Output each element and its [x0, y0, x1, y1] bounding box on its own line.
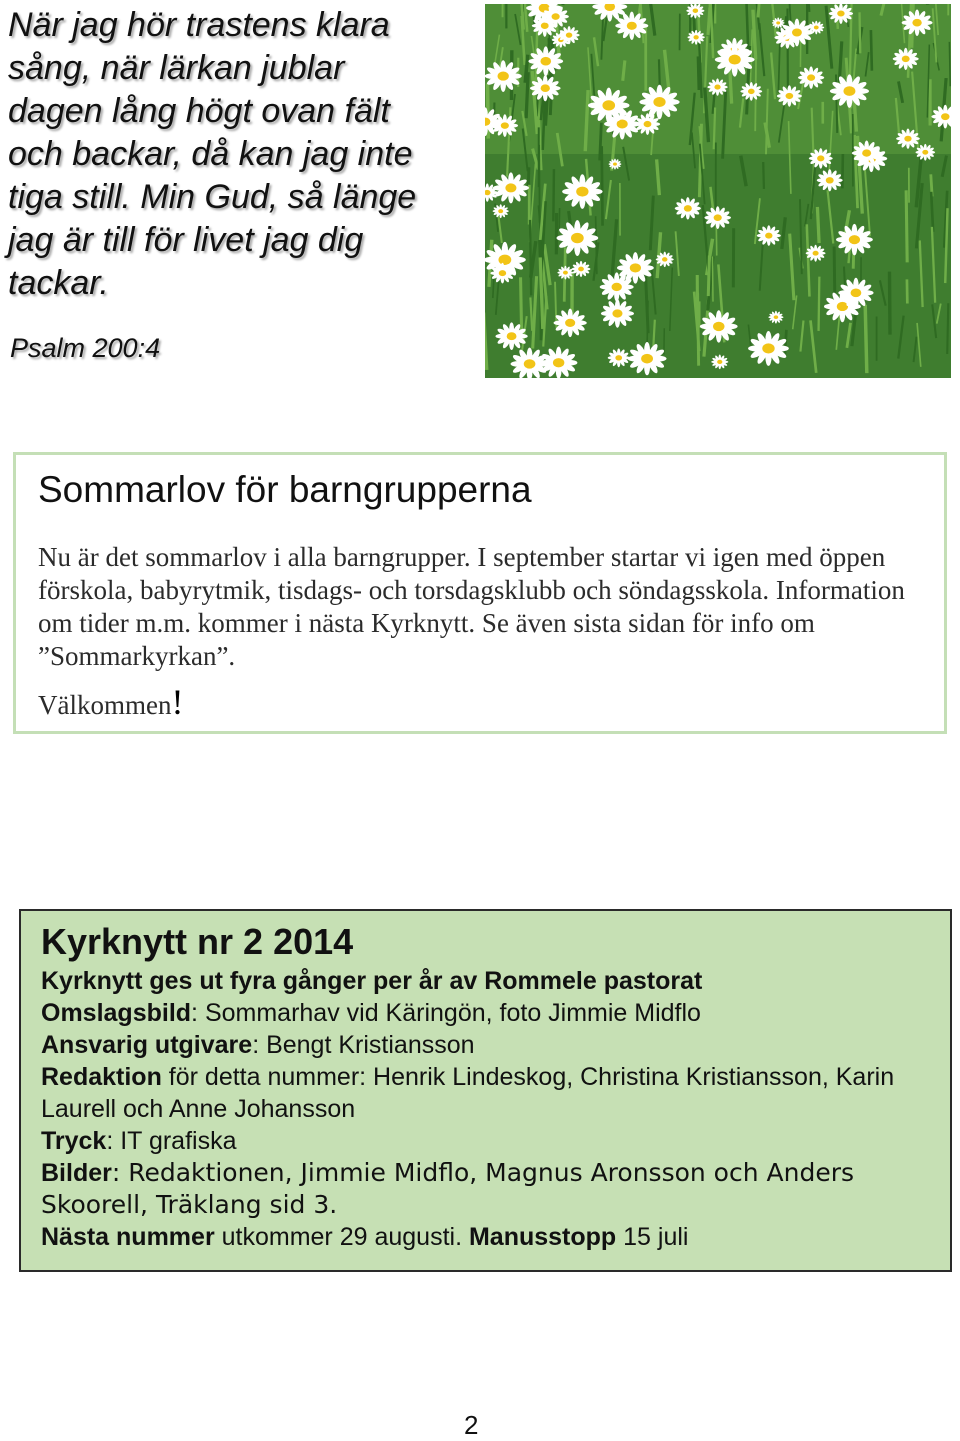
- publisher-value: : Bengt Kristiansson: [252, 1031, 474, 1059]
- psalm-line: dagen lång högt ovan fält: [8, 90, 478, 133]
- issue-title: Kyrknytt nr 2 2014: [41, 921, 353, 963]
- summer-title: Sommarlov för barngrupperna: [38, 469, 532, 511]
- publisher-label: Ansvarig utgivare: [41, 1031, 252, 1059]
- welcome-text: [38, 681, 183, 723]
- photos-line: [41, 1157, 931, 1221]
- next-issue-value: utkommer 29 augusti.: [215, 1223, 469, 1251]
- psalm-line: tiga still. Min Gud, så länge: [8, 176, 478, 219]
- print-line: [41, 1125, 931, 1157]
- summer-body-text: Nu är det sommarlov i alla barngrupper. I september startar vi igen med öppen förskola, babyrytmik, tisdags- och torsdagsklubb och söndagsskola. Information om tider m.m. kommer i nästa Kyrknytt. Se även sista sidan för info om ”Sommarkyrkan”.: [38, 541, 938, 673]
- cover-line: [41, 997, 931, 1029]
- next-issue-line: [41, 1221, 931, 1253]
- next-issue-label: Nästa nummer: [41, 1223, 215, 1251]
- page-number: 2: [464, 1410, 478, 1441]
- print-label: Tryck: [41, 1127, 106, 1155]
- psalm-reference: Psalm 200:4: [10, 333, 160, 364]
- cover-label: Omslagsbild: [41, 999, 191, 1027]
- published-line: [41, 965, 931, 997]
- editors-line: [41, 1061, 931, 1125]
- print-value: : IT grafiska: [106, 1127, 236, 1155]
- psalm-line: sång, när lärkan jublar: [8, 47, 478, 90]
- editors-label: Redaktion: [41, 1063, 162, 1091]
- psalm-line: jag är till för livet jag dig: [8, 219, 478, 262]
- welcome-word: Välkommen: [38, 690, 171, 720]
- published-text: Kyrknytt ges ut fyra gånger per år av Rommele pastorat: [41, 967, 702, 995]
- summer-break-notice: [13, 452, 947, 734]
- editors-value: för detta nummer: Henrik Lindeskog, Christina Kristiansson, Karin Laurell och Anne Johansson: [41, 1063, 894, 1123]
- publication-details: [41, 965, 931, 1253]
- cover-value: : Sommarhav vid Käringön, foto Jimmie Midflo: [191, 999, 701, 1027]
- psalm-verse: [8, 4, 478, 305]
- daisy-meadow-photo: [485, 4, 951, 378]
- publication-info-box: [19, 909, 952, 1272]
- psalm-line: och backar, då kan jag inte: [8, 133, 478, 176]
- photos-label: Bilder: [41, 1159, 112, 1187]
- psalm-line: tackar.: [8, 262, 478, 305]
- deadline-label: Manusstopp: [469, 1223, 616, 1251]
- deadline-value: 15 juli: [616, 1223, 688, 1251]
- welcome-exclamation: !: [171, 682, 183, 722]
- publisher-line: [41, 1029, 931, 1061]
- photos-value: : Redaktionen, Jimmie Midflo, Magnus Aronsson och Anders Skoorell, Träklang sid 3.: [41, 1158, 854, 1219]
- psalm-line: När jag hör trastens klara: [8, 4, 478, 47]
